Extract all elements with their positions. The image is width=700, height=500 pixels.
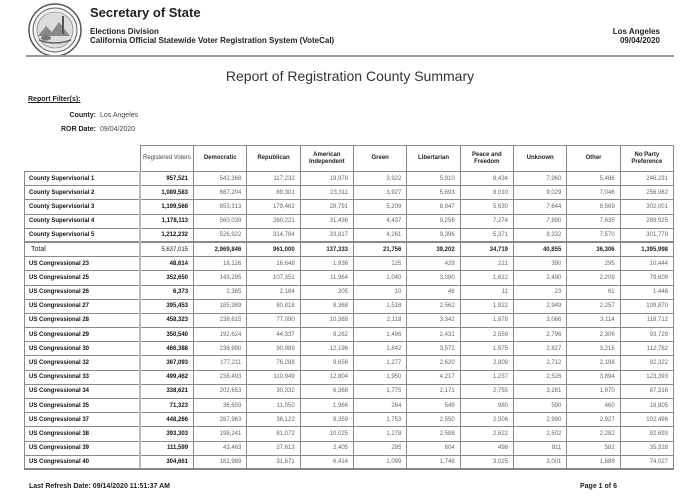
- row-label: US Congressional 28: [25, 313, 141, 327]
- cell-value: 1,278: [354, 427, 407, 441]
- cell-value: 71,323: [140, 399, 193, 413]
- cell-value: 9,656: [300, 356, 353, 370]
- cell-value: 295: [567, 257, 620, 271]
- cell-value: 604: [407, 441, 460, 455]
- cell-value: 3,114: [567, 313, 620, 327]
- cell-value: 44,337: [247, 328, 300, 342]
- cell-value: 18,805: [620, 399, 673, 413]
- cell-value: 30,332: [247, 384, 300, 398]
- table-row: [25, 299, 674, 313]
- cell-value: 3,927: [354, 186, 407, 200]
- cell-value: 89,301: [247, 186, 300, 200]
- cell-value: 40,855: [514, 242, 567, 256]
- cell-value: 92,693: [620, 427, 673, 441]
- cell-value: 287,963: [194, 413, 247, 427]
- cell-value: 590: [514, 399, 567, 413]
- cell-value: 1,277: [354, 356, 407, 370]
- row-label: US Congressional 26: [25, 285, 141, 299]
- table-row: [25, 356, 674, 370]
- cell-value: 2,796: [514, 328, 567, 342]
- row-label: County Supervisorial 2: [25, 186, 141, 200]
- cell-value: 21,756: [354, 242, 407, 256]
- cell-value: 107,351: [247, 271, 300, 285]
- cell-value: 2,526: [514, 370, 567, 384]
- column-header: Peace and Freedom: [460, 146, 513, 172]
- cell-value: 2,385: [194, 285, 247, 299]
- cell-value: 2,171: [407, 384, 460, 398]
- cell-value: 8,262: [300, 328, 353, 342]
- cell-value: 236,990: [194, 342, 247, 356]
- cell-value: 36,306: [567, 242, 620, 256]
- cell-value: 2,198: [567, 356, 620, 370]
- table-row: [25, 413, 674, 427]
- cell-value: 10,388: [300, 313, 353, 327]
- cell-value: 2,184: [247, 285, 300, 299]
- cell-value: 12,196: [300, 342, 353, 356]
- table-body: [25, 172, 674, 470]
- cell-value: 1,518: [354, 299, 407, 313]
- cell-value: 36,122: [247, 413, 300, 427]
- cell-value: 8,368: [300, 299, 353, 313]
- cell-value: 1,922: [460, 299, 513, 313]
- row-label: US Congressional 35: [25, 399, 141, 413]
- cell-value: 1,395,998: [620, 242, 673, 256]
- cell-value: 2,257: [567, 299, 620, 313]
- cell-value: 393,303: [140, 427, 193, 441]
- cell-value: 16,648: [247, 257, 300, 271]
- cell-value: 8,010: [460, 186, 513, 200]
- cell-value: 11,050: [247, 399, 300, 413]
- cell-value: 185,989: [194, 299, 247, 313]
- cell-value: 10,444: [620, 257, 673, 271]
- cell-value: 429: [407, 257, 460, 271]
- cell-value: 957,521: [140, 172, 193, 186]
- filter-key: ROR Date:: [60, 126, 96, 133]
- cell-value: 367,093: [140, 356, 193, 370]
- org-title: Secretary of State: [90, 5, 201, 20]
- cell-value: 93,729: [620, 328, 673, 342]
- table-row: [25, 285, 674, 299]
- cell-value: 181,989: [194, 455, 247, 469]
- cell-value: 5,637,015: [140, 242, 193, 256]
- cell-value: 2,118: [354, 313, 407, 327]
- cell-value: 2,506: [460, 413, 513, 427]
- cell-value: 1,448: [620, 285, 673, 299]
- cell-value: 198,241: [194, 427, 247, 441]
- row-label: County Supervisorial 3: [25, 200, 141, 214]
- cell-value: 1,689: [567, 455, 620, 469]
- cell-value: 3,922: [354, 172, 407, 186]
- cell-value: 137,333: [300, 242, 353, 256]
- row-label: Total: [25, 242, 141, 256]
- cell-value: 458,323: [140, 313, 193, 327]
- cell-value: 7,960: [514, 172, 567, 186]
- cell-value: 10: [354, 285, 407, 299]
- last-refresh-date: Last Refresh Date: 09/14/2020 11:51:37 AM: [29, 483, 170, 490]
- cell-value: 110,949: [247, 370, 300, 384]
- cell-value: 3,894: [567, 370, 620, 384]
- cell-value: 2,490: [514, 271, 567, 285]
- row-label: County Supervisorial 1: [25, 172, 141, 186]
- cell-value: 11: [460, 285, 513, 299]
- cell-value: 31,671: [247, 455, 300, 469]
- cell-value: 117,232: [247, 172, 300, 186]
- cell-value: 6,414: [300, 455, 353, 469]
- cell-value: 3,066: [514, 313, 567, 327]
- row-label: US Congressional 39: [25, 441, 141, 455]
- cell-value: 314,784: [247, 228, 300, 242]
- cell-value: 36,659: [194, 399, 247, 413]
- table-row: [25, 228, 674, 242]
- row-label: US Congressional 27: [25, 299, 141, 313]
- row-label: US Congressional 34: [25, 384, 141, 398]
- cell-value: 34,719: [460, 242, 513, 256]
- cell-value: 11,964: [300, 271, 353, 285]
- cell-value: 5,630: [460, 200, 513, 214]
- table-row: [25, 313, 674, 327]
- cell-value: 19,978: [300, 172, 353, 186]
- cell-value: 2,712: [514, 356, 567, 370]
- cell-value: 8,434: [460, 172, 513, 186]
- cell-value: 23: [514, 285, 567, 299]
- cell-value: 2,405: [300, 441, 353, 455]
- cell-value: 1,612: [460, 271, 513, 285]
- cell-value: 304,661: [140, 455, 193, 469]
- cell-value: 295: [354, 441, 407, 455]
- cell-value: 7,570: [567, 228, 620, 242]
- cell-value: 498: [460, 441, 513, 455]
- cell-value: 1,966: [300, 399, 353, 413]
- cell-value: 2,431: [407, 328, 460, 342]
- row-label: US Congressional 38: [25, 427, 141, 441]
- cell-value: 260,221: [247, 214, 300, 228]
- division-name: Elections Division: [90, 27, 159, 36]
- report-title: Report of Registration County Summary: [225, 68, 475, 84]
- cell-value: 77,090: [247, 313, 300, 327]
- cell-value: 3,281: [514, 384, 567, 398]
- column-header: Registered Voters: [140, 146, 193, 172]
- header-divider: [26, 55, 674, 57]
- cell-value: 549: [407, 399, 460, 413]
- cell-value: 143,295: [194, 271, 247, 285]
- cell-value: 7,890: [514, 214, 567, 228]
- column-header: Democratic: [194, 146, 247, 172]
- cell-value: 81,072: [247, 427, 300, 441]
- cell-value: 466,388: [140, 342, 193, 356]
- row-label: US Congressional 40: [25, 455, 141, 469]
- cell-value: 79,609: [620, 271, 673, 285]
- cell-value: 43,463: [194, 441, 247, 455]
- cell-value: 9,029: [514, 186, 567, 200]
- cell-value: 61: [567, 285, 620, 299]
- cell-value: 1,089,583: [140, 186, 193, 200]
- cell-value: 256,062: [620, 186, 673, 200]
- cell-value: 7,046: [567, 186, 620, 200]
- cell-value: 48,614: [140, 257, 193, 271]
- cell-value: 1,970: [567, 384, 620, 398]
- cell-value: 448,266: [140, 413, 193, 427]
- row-label: US Congressional 25: [25, 271, 141, 285]
- row-label: US Congressional 29: [25, 328, 141, 342]
- row-label: County Supervisorial 4: [25, 214, 141, 228]
- cell-value: 2,990: [514, 413, 567, 427]
- cell-value: 3,025: [460, 455, 513, 469]
- cell-value: 246,231: [620, 172, 673, 186]
- table-row: [25, 257, 674, 271]
- table-row: [25, 200, 674, 214]
- cell-value: 33,817: [300, 228, 353, 242]
- table-row: [25, 328, 674, 342]
- registration-summary-table: [24, 145, 674, 470]
- cell-value: 961,000: [247, 242, 300, 256]
- cell-value: 177,211: [194, 356, 247, 370]
- cell-value: 18,126: [194, 257, 247, 271]
- cell-value: 1,496: [354, 328, 407, 342]
- cell-value: 74,027: [620, 455, 673, 469]
- cell-value: 2,622: [460, 427, 513, 441]
- table-row: [25, 214, 674, 228]
- cell-value: 39,202: [407, 242, 460, 256]
- cell-value: 338,621: [140, 384, 193, 398]
- cell-value: 653,313: [194, 200, 247, 214]
- filter-value: 09/04/2020: [100, 126, 136, 133]
- cell-value: 2,969,846: [194, 242, 247, 256]
- cell-value: 23,311: [300, 186, 353, 200]
- cell-value: 179,462: [247, 200, 300, 214]
- cell-value: 102,496: [620, 413, 673, 427]
- header-county: Los Angeles: [612, 27, 660, 36]
- cell-value: 3,572: [407, 342, 460, 356]
- filters-label: Report Filter(s):: [28, 96, 81, 103]
- cell-value: 31,436: [300, 214, 353, 228]
- cell-value: 90,989: [247, 342, 300, 356]
- cell-value: 12,804: [300, 370, 353, 384]
- report-filters: [28, 96, 139, 133]
- cell-value: 560,039: [194, 214, 247, 228]
- column-header: No Party Preference: [620, 146, 673, 172]
- system-name: California Official Statewide Voter Registration System (VoteCal): [90, 36, 335, 45]
- cell-value: 238,493: [194, 370, 247, 384]
- table-row: [25, 370, 674, 384]
- cell-value: 2,755: [460, 384, 513, 398]
- cell-value: 4,437: [354, 214, 407, 228]
- cell-value: 395,453: [140, 299, 193, 313]
- cell-value: 1,878: [460, 313, 513, 327]
- cell-value: 1,975: [460, 342, 513, 356]
- cell-value: 1,842: [354, 342, 407, 356]
- cell-value: 1,753: [354, 413, 407, 427]
- cell-value: 582: [567, 441, 620, 455]
- cell-value: 352,650: [140, 271, 193, 285]
- cell-value: 499,462: [140, 370, 193, 384]
- cell-value: 5,371: [460, 228, 513, 242]
- cell-value: 8,947: [407, 200, 460, 214]
- cell-value: 76,288: [247, 356, 300, 370]
- header-date: 09/04/2020: [619, 36, 660, 45]
- cell-value: 350,540: [140, 328, 193, 342]
- cell-value: 8,569: [567, 200, 620, 214]
- cell-value: 1,178,113: [140, 214, 193, 228]
- cell-value: 7,635: [567, 214, 620, 228]
- cell-value: 542,368: [194, 172, 247, 186]
- cell-value: 9,256: [407, 214, 460, 228]
- cell-value: 1,199,566: [140, 200, 193, 214]
- cell-value: 687,204: [194, 186, 247, 200]
- cell-value: 980: [460, 399, 513, 413]
- cell-value: 2,502: [514, 427, 567, 441]
- table-row: [25, 342, 674, 356]
- cell-value: 9,359: [300, 413, 353, 427]
- state-seal-icon: [24, 2, 86, 58]
- cell-value: 9,396: [407, 228, 460, 242]
- filter-key: County:: [69, 112, 96, 119]
- total-row: [25, 242, 674, 256]
- table-row: [25, 455, 674, 469]
- cell-value: 2,550: [407, 413, 460, 427]
- cell-value: 526,922: [194, 228, 247, 242]
- table-header-row: [25, 146, 674, 172]
- cell-value: 2,588: [407, 427, 460, 441]
- cell-value: 1,099: [354, 455, 407, 469]
- table-row: [25, 399, 674, 413]
- cell-value: 2,562: [407, 299, 460, 313]
- cell-value: 6,373: [140, 285, 193, 299]
- cell-value: 7,274: [460, 214, 513, 228]
- cell-value: 302,001: [620, 200, 673, 214]
- cell-value: 92,322: [620, 356, 673, 370]
- cell-value: 10,025: [300, 427, 353, 441]
- column-header: Unknown: [514, 146, 567, 172]
- cell-value: 264: [354, 399, 407, 413]
- page-indicator: Page 1 of 6: [580, 483, 617, 490]
- cell-value: 3,215: [567, 342, 620, 356]
- row-label: County Supervisorial 5: [25, 228, 141, 242]
- row-label: US Congressional 37: [25, 413, 141, 427]
- cell-value: 118,712: [620, 313, 673, 327]
- cell-value: 2,559: [460, 328, 513, 342]
- cell-value: 390: [514, 257, 567, 271]
- column-header: American Independent: [300, 146, 353, 172]
- cell-value: 205: [300, 285, 353, 299]
- cell-value: 2,927: [567, 413, 620, 427]
- cell-value: 123,393: [620, 370, 673, 384]
- cell-value: 1,746: [407, 455, 460, 469]
- cell-value: 2,620: [407, 356, 460, 370]
- cell-value: 3,001: [514, 455, 567, 469]
- row-label: US Congressional 30: [25, 342, 141, 356]
- column-header: Green: [354, 146, 407, 172]
- cell-value: 221: [460, 257, 513, 271]
- cell-value: 2,827: [514, 342, 567, 356]
- cell-value: 5,693: [407, 186, 460, 200]
- cell-value: 2,809: [460, 356, 513, 370]
- cell-value: 1,775: [354, 384, 407, 398]
- table-row: [25, 186, 674, 200]
- table-row: [25, 172, 674, 186]
- cell-value: 2,209: [567, 271, 620, 285]
- cell-value: 1,237: [460, 370, 513, 384]
- cell-value: 301,779: [620, 228, 673, 242]
- table-row: [25, 271, 674, 285]
- cell-value: 1,936: [300, 257, 353, 271]
- cell-value: 35,328: [620, 441, 673, 455]
- cell-value: 109,870: [620, 299, 673, 313]
- cell-value: 27,613: [247, 441, 300, 455]
- cell-value: 202,653: [194, 384, 247, 398]
- header-blank: [25, 146, 141, 172]
- report-header: [0, 0, 700, 48]
- cell-value: 46: [407, 285, 460, 299]
- cell-value: 87,316: [620, 384, 673, 398]
- cell-value: 5,910: [407, 172, 460, 186]
- cell-value: 112,782: [620, 342, 673, 356]
- cell-value: 6,368: [300, 384, 353, 398]
- column-header: Other: [567, 146, 620, 172]
- cell-value: 7,644: [514, 200, 567, 214]
- column-header: Republican: [247, 146, 300, 172]
- cell-value: 4,261: [354, 228, 407, 242]
- filter-value: Los Angeles: [100, 112, 139, 119]
- cell-value: 238,615: [194, 313, 247, 327]
- cell-value: 2,949: [514, 299, 567, 313]
- cell-value: 2,282: [567, 427, 620, 441]
- table-row: [25, 427, 674, 441]
- row-label: US Congressional 33: [25, 370, 141, 384]
- cell-value: 5,486: [567, 172, 620, 186]
- cell-value: 80,818: [247, 299, 300, 313]
- cell-value: 3,342: [407, 313, 460, 327]
- cell-value: 1,212,232: [140, 228, 193, 242]
- table-row: [25, 441, 674, 455]
- cell-value: 111,599: [140, 441, 193, 455]
- cell-value: 2,306: [567, 328, 620, 342]
- cell-value: 811: [514, 441, 567, 455]
- row-label: US Congressional 23: [25, 257, 141, 271]
- cell-value: 5,209: [354, 200, 407, 214]
- cell-value: 4,217: [407, 370, 460, 384]
- table-row: [25, 384, 674, 398]
- cell-value: 1,950: [354, 370, 407, 384]
- cell-value: 1,040: [354, 271, 407, 285]
- cell-value: 192,624: [194, 328, 247, 342]
- cell-value: 28,791: [300, 200, 353, 214]
- row-label: US Congressional 32: [25, 356, 141, 370]
- cell-value: 460: [567, 399, 620, 413]
- cell-value: 289,925: [620, 214, 673, 228]
- cell-value: 8,332: [514, 228, 567, 242]
- column-header: Libertarian: [407, 146, 460, 172]
- cell-value: 125: [354, 257, 407, 271]
- cell-value: 3,080: [407, 271, 460, 285]
